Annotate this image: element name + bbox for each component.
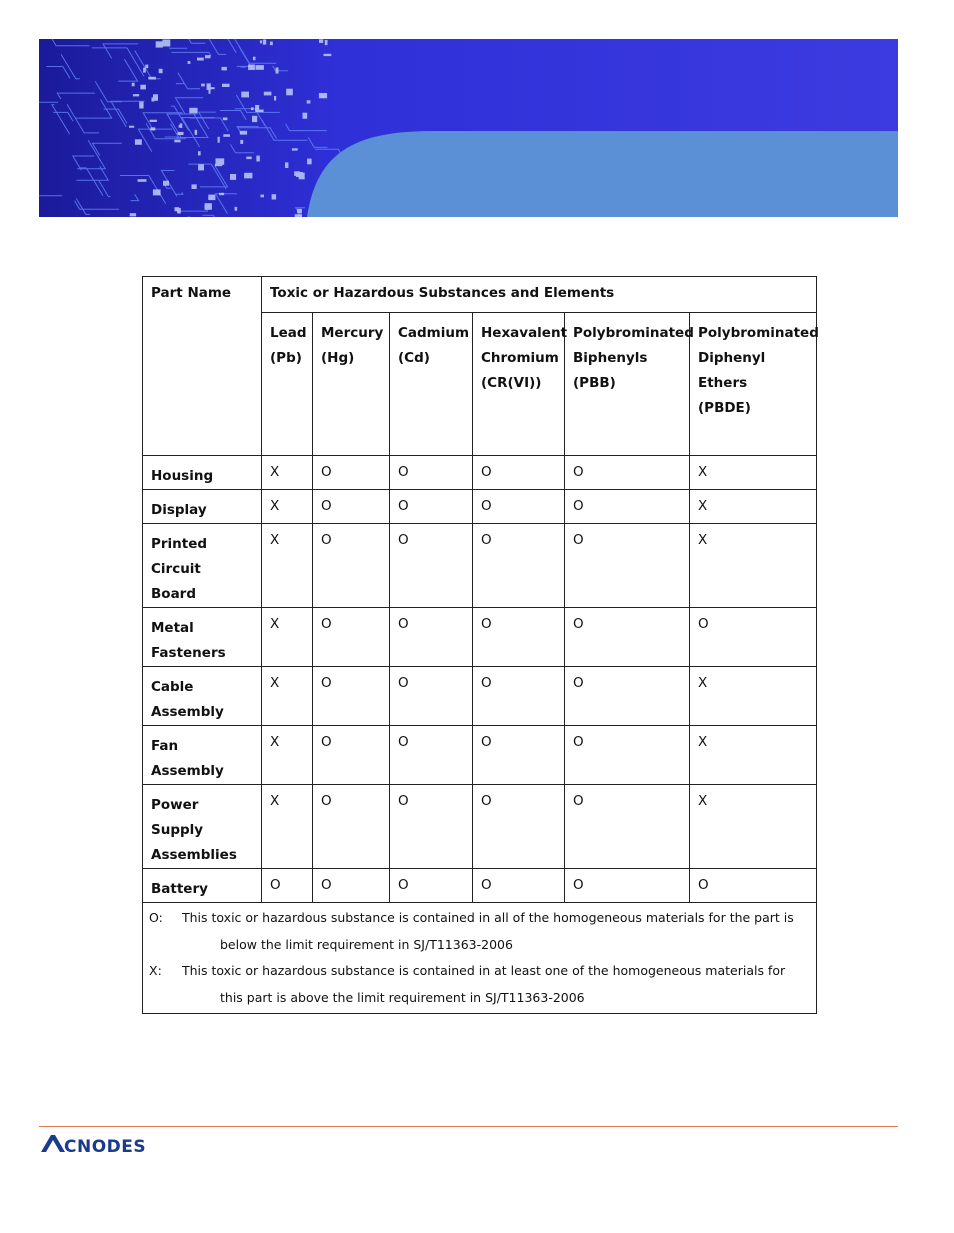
part-name-cell (143, 456, 262, 490)
circuit-pad (156, 41, 163, 47)
circuit-pad (270, 42, 273, 46)
substance-value-cell: O (313, 785, 390, 869)
legend-text-continued: below the limit requirement in SJ/T11363-2006 (220, 936, 513, 952)
circuit-pad (261, 195, 265, 198)
circuit-pad (163, 181, 169, 186)
substance-value-cell: O (262, 869, 313, 903)
part-name-line: Assemblies (151, 847, 237, 863)
table-row (143, 456, 817, 490)
substance-value-cell: X (262, 456, 313, 490)
circuit-pad (162, 40, 170, 47)
circuit-pad (297, 209, 302, 214)
part-name-line: Printed Circuit (151, 536, 208, 577)
substance-value-cell: X (262, 524, 313, 608)
table-row (143, 490, 817, 524)
acnodes-logo (39, 1131, 199, 1161)
circuit-pad (230, 174, 236, 180)
circuit-pad (241, 92, 249, 98)
part-name-cell (143, 726, 262, 785)
circuit-pad (286, 89, 293, 96)
circuit-pad (223, 134, 230, 137)
circuit-pad (129, 126, 134, 128)
table-row (143, 524, 817, 608)
part-name-line: Housing (151, 468, 214, 484)
circuit-pad (197, 58, 204, 61)
circuit-pad (153, 94, 158, 101)
substance-value-cell: X (262, 490, 313, 524)
substance-value-cell: O (565, 667, 690, 726)
circuit-pad (246, 157, 251, 160)
substance-header (473, 313, 568, 456)
substance-header-line: (Cd) (398, 350, 430, 366)
circuit-pad (219, 193, 224, 195)
circuit-pad (244, 173, 252, 179)
substance-value-cell: O (473, 524, 565, 608)
circuit-pad (256, 65, 264, 70)
substance-header-line: (Hg) (321, 350, 355, 366)
circuit-pad (223, 118, 228, 121)
banner-accent-curve (307, 131, 898, 217)
circuit-pad (150, 127, 155, 130)
circuit-pad (138, 179, 147, 182)
table-header-row (143, 277, 817, 313)
part-name-cell (143, 490, 262, 524)
circuit-pad (272, 194, 277, 199)
legend-text: This toxic or hazardous substance is contained in all of the homogeneous materials for the part is (182, 910, 794, 925)
substance-value-cell: O (473, 456, 565, 490)
substance-value-cell: X (690, 524, 817, 608)
circuit-pad (135, 139, 142, 145)
legend-text: This toxic or hazardous substance is contained in at least one of the homogeneous materials for (182, 963, 786, 978)
legend-key: X: (149, 963, 162, 978)
circuit-pad (198, 151, 201, 155)
substance-value-cell: X (690, 490, 817, 524)
circuit-pad (264, 92, 272, 96)
circuit-pad (133, 94, 139, 96)
circuit-pad (222, 67, 227, 71)
substance-header-line: Polybrominated (698, 325, 819, 341)
circuit-pad (325, 40, 328, 45)
circuit-pad (145, 65, 148, 69)
circuit-pad (148, 77, 156, 80)
substance-value-cell: O (473, 608, 565, 667)
substance-header-line: (Pb) (270, 350, 302, 366)
part-name-cell (143, 524, 262, 608)
circuit-pad (263, 40, 266, 45)
substance-value-cell: O (473, 667, 565, 726)
circuit-pad (195, 130, 198, 135)
circuit-pad (303, 113, 308, 119)
substance-value-cell: O (313, 456, 390, 490)
hazardous-substances-table (142, 276, 817, 1014)
substance-value-cell: O (565, 726, 690, 785)
part-name-line: Cable (151, 679, 194, 695)
circuit-pad (260, 40, 262, 43)
legend-row (143, 903, 817, 1014)
substance-header-line: (PBB) (573, 375, 616, 391)
substance-header-line: (CR(VI)) (481, 375, 542, 391)
part-name-line: Assembly (151, 704, 224, 720)
substance-value-cell: O (313, 726, 390, 785)
substance-header (565, 313, 694, 456)
circuit-pad (215, 164, 222, 166)
legend-text-continued: this part is above the limit requirement in SJ/T11363-2006 (220, 989, 585, 1005)
circuit-board-graphic (39, 39, 898, 217)
circuit-pad (132, 83, 135, 87)
footer-rule (39, 1126, 898, 1127)
substance-value-cell: O (390, 726, 473, 785)
substance-value-cell: O (313, 608, 390, 667)
table-row (143, 608, 817, 667)
substance-value-cell: O (565, 869, 690, 903)
substance-value-cell: O (473, 785, 565, 869)
circuit-pad (256, 110, 264, 113)
substance-header-line: Biphenyls (573, 350, 648, 366)
substance-value-cell: O (313, 524, 390, 608)
substance-value-cell: X (690, 667, 817, 726)
circuit-pad (198, 164, 204, 170)
part-name-line: Metal (151, 620, 194, 636)
legend-line (149, 958, 810, 985)
circuit-pad (248, 65, 255, 71)
circuit-pad (292, 148, 298, 150)
circuit-pad (296, 172, 303, 177)
substance-header (690, 313, 817, 456)
part-name-cell (143, 785, 262, 869)
substance-value-cell: X (690, 726, 817, 785)
substance-value-cell: O (565, 608, 690, 667)
part-name-cell (143, 608, 262, 667)
circuit-pad (274, 96, 276, 101)
circuit-pad (205, 203, 212, 210)
legend-line (149, 905, 810, 932)
legend-cell (143, 903, 817, 1014)
substance-value-cell: O (565, 456, 690, 490)
substance-value-cell: X (690, 456, 817, 490)
substance-header-line: Polybrominated (573, 325, 694, 341)
substance-header (390, 313, 473, 456)
substance-header-line: Cadmium (398, 325, 470, 341)
circuit-pad (140, 85, 146, 90)
substance-header-line: Hexavalent (481, 325, 568, 341)
circuit-pad (319, 39, 323, 43)
legend-key: O: (149, 910, 163, 925)
part-name-line: Fan Assembly (151, 738, 224, 779)
substance-header-line: Diphenyl (698, 350, 766, 366)
substance-value-cell: O (690, 608, 817, 667)
circuit-pad (295, 214, 302, 217)
substance-value-cell: X (262, 608, 313, 667)
substance-value-cell: O (390, 869, 473, 903)
circuit-pad (324, 54, 332, 56)
circuit-pad (159, 69, 163, 73)
substance-value-cell: X (262, 785, 313, 869)
circuit-pad (240, 131, 247, 135)
substance-value-cell: O (690, 869, 817, 903)
substance-value-cell: O (390, 490, 473, 524)
substance-value-cell: X (262, 667, 313, 726)
circuit-pad (208, 195, 215, 201)
substance-header (262, 313, 313, 456)
substance-value-cell: O (473, 869, 565, 903)
circuit-pad (201, 84, 205, 87)
part-name-line: Fasteners (151, 645, 226, 661)
circuit-pad (235, 207, 238, 211)
substance-value-cell: O (390, 667, 473, 726)
substance-header-line: (PBDE) (698, 400, 751, 416)
substances-group-header: Toxic or Hazardous Substances and Elements (262, 277, 817, 313)
table-row (143, 785, 817, 869)
substance-value-cell: O (313, 490, 390, 524)
circuit-pad (150, 120, 157, 122)
circuit-pad (189, 108, 197, 114)
part-name-cell (143, 869, 262, 903)
part-name-header: Part Name (143, 277, 262, 456)
table-row (143, 869, 817, 903)
circuit-pad (175, 207, 180, 211)
table-row (143, 667, 817, 726)
substance-header (313, 313, 390, 456)
circuit-pad (209, 90, 211, 94)
substance-header-line: Chromium (481, 350, 559, 366)
circuit-pad (251, 107, 254, 110)
part-name-line: Power Supply (151, 797, 204, 838)
circuit-pad (188, 61, 191, 64)
substance-value-cell: O (313, 667, 390, 726)
circuit-pad (174, 140, 180, 143)
circuit-pad (240, 140, 243, 144)
circuit-pad (256, 156, 259, 162)
circuit-pad (209, 87, 215, 89)
substance-header-line: Ethers (698, 375, 748, 391)
table-row (143, 726, 817, 785)
circuit-pad (192, 184, 197, 189)
circuit-pad (178, 132, 184, 135)
substance-value-cell: X (262, 726, 313, 785)
svg-text:CNODES: CNODES (64, 1137, 147, 1157)
substance-value-cell: X (690, 785, 817, 869)
circuit-pad (319, 93, 327, 98)
circuit-pad (285, 162, 288, 168)
part-name-cell (143, 667, 262, 726)
circuit-pad (139, 102, 143, 109)
circuit-pad (307, 100, 311, 103)
circuit-pad (222, 84, 230, 87)
circuit-pad (153, 189, 161, 195)
circuit-pad (130, 213, 136, 216)
substance-value-cell: O (473, 726, 565, 785)
part-name-line: Board (151, 586, 196, 602)
circuit-pad (179, 125, 182, 128)
substance-header-line: Mercury (321, 325, 384, 341)
circuit-pad (205, 55, 211, 58)
circuit-pad (307, 159, 312, 165)
substance-value-cell: O (473, 490, 565, 524)
part-name-line: Battery (151, 881, 208, 897)
substance-value-cell: O (565, 785, 690, 869)
substance-value-cell: O (390, 608, 473, 667)
circuit-pad (218, 137, 220, 143)
substance-value-cell: O (565, 524, 690, 608)
circuit-pad (252, 116, 257, 122)
substance-value-cell: O (390, 456, 473, 490)
substance-header-line: Lead (270, 325, 307, 341)
substance-value-cell: O (390, 785, 473, 869)
substance-value-cell: O (390, 524, 473, 608)
substance-value-cell: O (313, 869, 390, 903)
part-name-line: Display (151, 502, 207, 518)
circuit-pad (143, 68, 146, 73)
circuit-pad (276, 68, 279, 74)
substance-value-cell: O (565, 490, 690, 524)
header-banner (39, 39, 898, 217)
circuit-pad (253, 57, 256, 61)
